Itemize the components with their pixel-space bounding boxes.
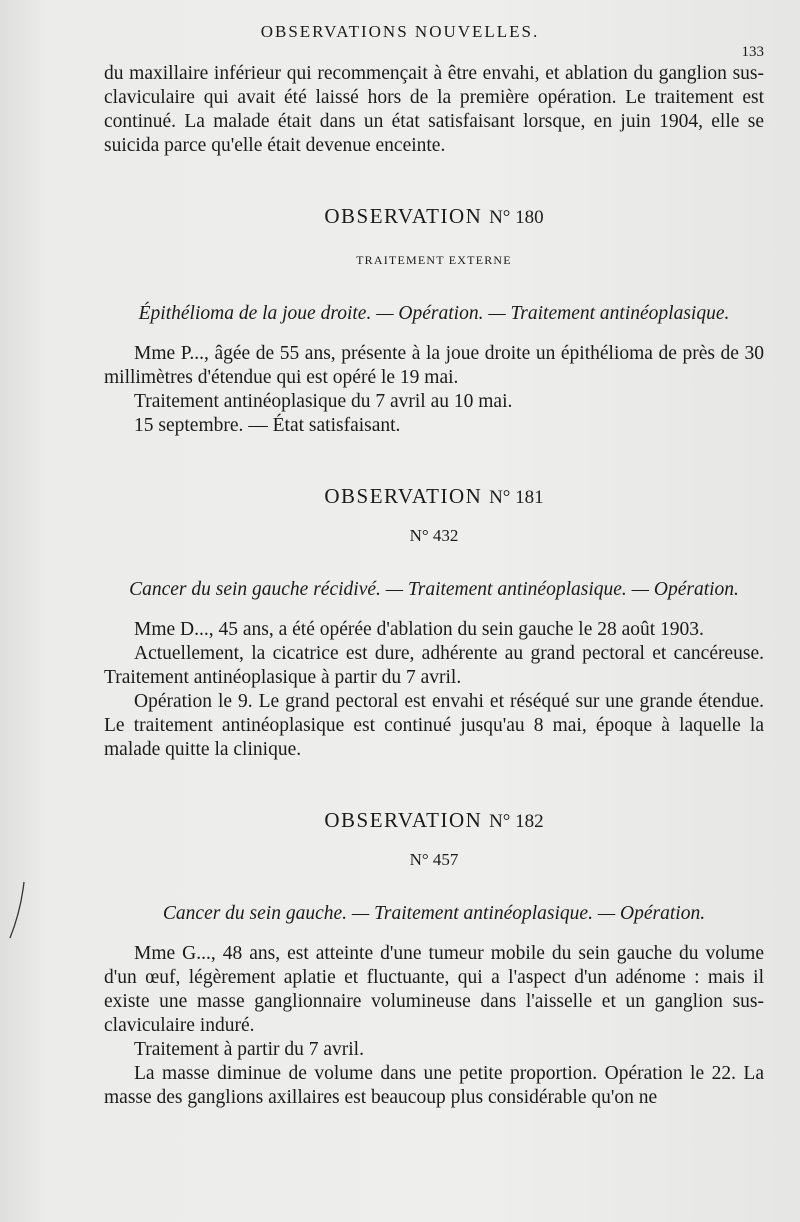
- paragraph: 15 septembre. — État satisfaisant.: [134, 415, 401, 436]
- observation-number: N° 182: [489, 811, 544, 832]
- paragraph: Opération le 9. Le grand pectoral est envahi et réséqué sur une grande étendue. Le traitement antinéoplasique est continué jusqu'au 8 mai, époque à laquelle la malade quitte la clinique.: [104, 691, 764, 760]
- case-title: Épithélioma de la joue droite. — Opération. — Traitement antinéoplasique.: [138, 303, 730, 324]
- paragraph: Mme G..., 48 ans, est atteinte d'une tumeur mobile du sein gauche du volume d'un œuf, légèrement aplatie et fluctuante, qui a l'aspect d'un adénome : mais il existe une masse ganglionnaire volumineuse dans l'aisselle et un ganglion sus-claviculaire induré.: [104, 943, 764, 1036]
- paragraph: Traitement antinéoplasique du 7 avril au 10 mai.: [134, 391, 513, 412]
- page-body: [104, 62, 764, 1110]
- paragraph: Actuellement, la cicatrice est dure, adhérente au grand pectoral et cancéreuse. Traitement antinéoplasique à partir du 7 avril.: [104, 643, 764, 688]
- case-title: Cancer du sein gauche. — Traitement antinéoplasique. — Opération.: [162, 903, 706, 924]
- observation-number: N° 180: [489, 207, 544, 228]
- page-number: 133: [741, 44, 764, 60]
- observation-180-heading: [104, 204, 764, 230]
- observation-label: OBSERVATION: [324, 484, 483, 508]
- continued-paragraph: du maxillaire inférieur qui recommençait à être envahi, et ablation du ganglion sus-claviculaire qui avait été laissé hors de la première opération. Le traitement est continué. La malade était dans un état satisfaisant lorsque, en juin 1904, elle se suicida parce qu'elle était devenue enceinte.: [104, 63, 764, 156]
- margin-pencil-mark: [8, 880, 28, 940]
- case-number: N° 457: [409, 850, 459, 869]
- paragraph: La masse diminue de volume dans une petite proportion. Opération le 22. La masse des ganglions axillaires est beaucoup plus considérable qu'on ne: [104, 1063, 764, 1108]
- paragraph: Mme P..., âgée de 55 ans, présente à la joue droite un épithélioma de près de 30 millimètres d'étendue qui est opéré le 19 mai.: [104, 343, 764, 388]
- running-header: OBSERVATIONS NOUVELLES.: [260, 22, 540, 41]
- observation-label: OBSERVATION: [324, 808, 483, 832]
- treatment-subheading: TRAITEMENT EXTERNE: [356, 253, 512, 267]
- observation-181-heading: [104, 484, 764, 510]
- observation-number: N° 181: [489, 487, 544, 508]
- observation-label: OBSERVATION: [324, 204, 483, 228]
- case-number: N° 432: [409, 526, 459, 545]
- observation-182-heading: [104, 808, 764, 834]
- paragraph: Traitement à partir du 7 avril.: [134, 1039, 364, 1060]
- paragraph: Mme D..., 45 ans, a été opérée d'ablation du sein gauche le 28 août 1903.: [134, 619, 704, 640]
- case-title: Cancer du sein gauche récidivé. — Traitement antinéoplasique. — Opération.: [129, 579, 739, 600]
